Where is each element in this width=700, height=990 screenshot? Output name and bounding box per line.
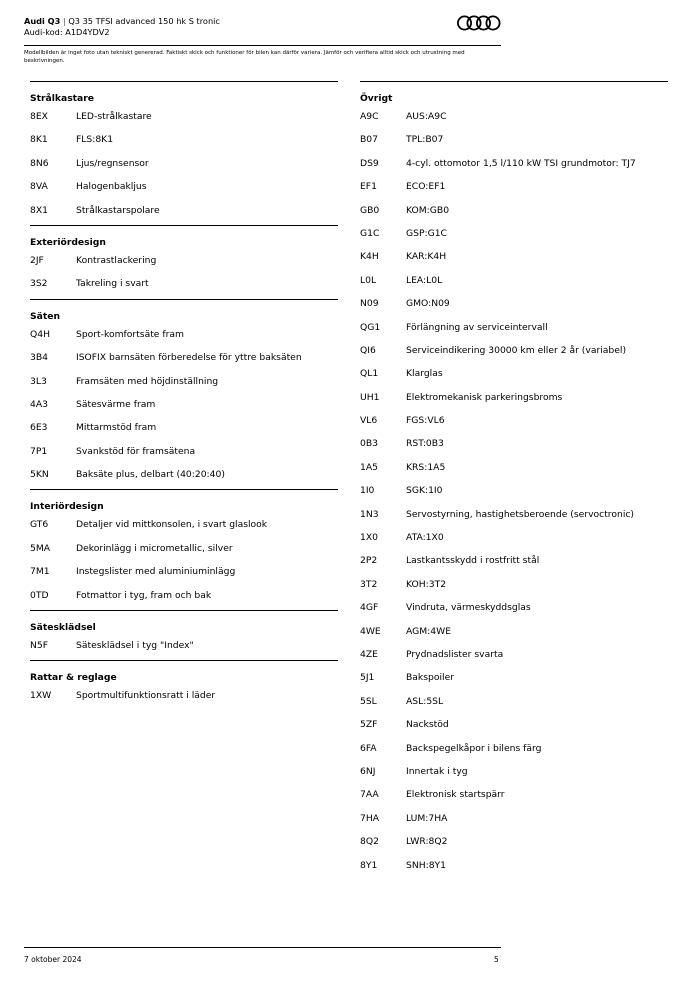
title-separator: | [60,16,69,26]
equipment-code: N5F [30,640,49,652]
equipment-row [360,599,668,622]
equipment-row [360,810,668,833]
equipment-code: 3T2 [360,578,378,590]
equipment-code: 0TD [30,589,49,601]
equipment-code: 8N6 [30,157,49,169]
vehicle-title [24,16,504,27]
equipment-description: Ljus/regnsensor [76,157,149,169]
equipment-description: TPL:B07 [406,134,444,146]
equipment-code: A9C [360,111,379,122]
equipment-description: Sport-komfortsäte fram [76,328,184,340]
equipment-row [30,178,338,201]
section-title: Säten [30,310,60,322]
equipment-row [360,248,668,271]
equipment-code: QG1 [360,321,381,333]
equipment-row [30,540,338,563]
equipment-description: Takreling i svart [76,278,149,290]
equipment-description: 4-cyl. ottomotor 1,5 l/110 kW TSI grundmotor: TJ7 [406,157,636,169]
equipment-row [360,295,668,318]
left-column [30,81,338,711]
equipment-code: 3S2 [30,278,48,290]
equipment-description: Dekorinlägg i micrometallic, silver [76,542,233,554]
equipment-row [360,857,668,880]
section-title: Övrigt [360,93,393,104]
page-header [24,16,504,38]
equipment-code: 1I0 [360,485,375,497]
section-title: Exteriördesign [30,236,106,248]
equipment-row [360,435,668,458]
equipment-description: SNH:8Y1 [406,859,447,871]
equipment-description: Prydnadslister svarta [406,648,504,660]
equipment-description: Servostyrning, hastighetsberoende (servoctronic) [406,508,635,520]
equipment-code: 3B4 [30,352,48,364]
equipment-code: 4WE [360,625,381,637]
equipment-description: Sätesvärme fram [76,398,156,410]
equipment-description: GMO:N09 [406,298,450,310]
equipment-row [30,373,338,396]
section-title: Strålkastare [30,93,95,104]
equipment-code: 5MA [30,542,51,554]
equipment-row [30,587,338,610]
equipment-code: 5KN [30,469,49,481]
equipment-row [360,552,668,575]
equipment-row [30,396,338,419]
equipment-code: 7HA [360,812,380,824]
equipment-row [360,482,668,505]
equipment-code: 8X1 [30,204,48,216]
equipment-description: Nackstöd [406,719,449,731]
equipment-description: LWR:8Q2 [406,836,448,848]
equipment-code: 5J1 [360,672,375,684]
equipment-row [360,108,668,131]
equipment-description: KOH:3T2 [406,578,447,590]
equipment-row [30,466,338,489]
equipment-code: 4ZE [360,648,378,660]
equipment-row [360,365,668,388]
model-variant: Q3 35 TFSI advanced 150 hk S tronic [68,16,220,26]
equipment-description: Elektromekanisk parkeringsbroms [406,391,563,403]
equipment-code: 8Q2 [360,836,379,848]
equipment-row [360,740,668,763]
equipment-description: ATA:1X0 [406,532,444,544]
equipment-row [360,131,668,154]
equipment-code: 8VA [30,181,48,193]
equipment-row [360,155,668,178]
equipment-description: LEA:L0L [406,274,443,286]
equipment-section [30,225,338,299]
equipment-code: 6E3 [30,422,48,434]
equipment-code: GB0 [360,204,380,216]
equipment-code: 8Y1 [360,859,378,871]
equipment-row [30,326,338,349]
equipment-row [30,349,338,372]
equipment-row [360,576,668,599]
equipment-code: 7AA [360,789,379,801]
equipment-code: G1C [360,227,380,239]
section-title: Rattar & reglage [30,672,117,684]
equipment-row [30,252,338,275]
equipment-code: 1N3 [360,508,379,520]
equipment-row [30,202,338,225]
equipment-description: Halogenbakljus [76,181,147,193]
equipment-row [360,646,668,669]
equipment-code: QL1 [360,368,379,380]
equipment-row [30,155,338,178]
equipment-code: 5SL [360,695,377,707]
equipment-row [360,669,668,692]
audi-code: Audi-kod: A1D4YDV2 [24,27,110,37]
equipment-row [360,786,668,809]
equipment-section [30,81,338,225]
equipment-description: KOM:GB0 [406,204,450,216]
equipment-description: Sportmultifunktionsratt i läder [76,690,216,702]
equipment-row [30,516,338,539]
equipment-code: 4GF [360,602,379,614]
equipment-section [30,299,338,490]
equipment-row [360,833,668,856]
footer-divider [24,947,501,948]
equipment-row [30,131,338,154]
equipment-row [30,687,338,710]
equipment-description: FLS:8K1 [76,134,114,146]
equipment-row [360,693,668,716]
equipment-row [30,275,338,298]
equipment-description: LED-strålkastare [76,111,152,122]
equipment-row [360,459,668,482]
equipment-description: Lastkantsskydd i rostfritt stål [406,555,540,567]
equipment-description: Strålkastarspolare [76,204,160,216]
equipment-row [30,637,338,660]
equipment-row [360,202,668,225]
model-name: Audi Q3 [24,16,61,26]
equipment-row [30,563,338,586]
equipment-row [360,506,668,529]
equipment-row [360,389,668,412]
equipment-row [360,319,668,342]
equipment-description: GSP:G1C [406,227,447,239]
equipment-description: Detaljer vid mittkonsolen, i svart glaslook [76,519,268,531]
equipment-row [360,716,668,739]
equipment-description: RST:0B3 [406,438,444,450]
equipment-row [30,443,338,466]
equipment-description: SGK:1I0 [406,485,443,497]
equipment-description: Serviceindikering 30000 km eller 2 år (variabel) [406,344,627,356]
equipment-row [360,412,668,435]
equipment-code: 2JF [30,254,44,266]
equipment-code: 4A3 [30,398,48,410]
equipment-code: 3L3 [30,375,47,387]
equipment-code: 1A5 [360,461,378,473]
equipment-code: K4H [360,251,379,263]
equipment-description: Förlängning av serviceintervall [406,321,548,333]
equipment-row [360,623,668,646]
equipment-row [360,272,668,295]
header-divider [24,45,501,46]
equipment-code: Q4H [30,328,50,340]
equipment-code: N09 [360,298,379,310]
equipment-description: Kontrastlackering [76,254,157,266]
equipment-description: Baksäte plus, delbart (40:20:40) [76,469,225,481]
equipment-description: FGS:VL6 [406,415,445,427]
equipment-code: L0L [360,274,377,286]
equipment-description: Instegslister med aluminiuminlägg [76,566,236,578]
equipment-code: 1XW [30,690,52,702]
disclaimer-text: Modellbilden är inget foto utan tekniskt genererad. Faktiskt skick och funktioner för bilen kan därför variera. Jämför och verifiera alltid skick och utrustning med beskrivningen. [24,50,465,64]
equipment-row [30,108,338,131]
equipment-description: KAR:K4H [406,251,447,263]
equipment-section [30,610,338,660]
equipment-description: Svankstöd för framsätena [76,445,196,457]
equipment-code: VL6 [360,415,378,427]
equipment-description: ECO:EF1 [406,181,446,193]
equipment-description: LUM:7HA [406,812,448,824]
equipment-description: AUS:A9C [406,111,447,122]
equipment-description: Klarglas [406,368,443,380]
audi-rings-icon [456,14,502,32]
equipment-code: 2P2 [360,555,378,567]
right-column [360,81,668,880]
equipment-code: 6NJ [360,765,376,777]
equipment-code: EF1 [360,181,377,193]
equipment-code: UH1 [360,391,380,403]
equipment-row [360,342,668,365]
equipment-description: Sätesklädsel i tyg "Index" [76,640,194,652]
equipment-row [360,529,668,552]
equipment-code: 0B3 [360,438,378,450]
equipment-description: Vindruta, värmeskyddsglas [406,602,531,614]
equipment-code: 1X0 [360,532,378,544]
equipment-code: 5ZF [360,719,378,731]
equipment-description: Bakspoiler [406,672,455,684]
equipment-description: Fotmattor i tyg, fram och bak [76,589,212,601]
equipment-row [360,178,668,201]
equipment-description: AGM:4WE [406,625,451,637]
equipment-code: 7P1 [30,445,48,457]
equipment-section [30,489,338,610]
equipment-description: Mittarmstöd fram [76,422,157,434]
section-title: Sätesklädsel [30,622,96,634]
equipment-code: 8EX [30,111,48,122]
equipment-section [360,81,668,880]
equipment-description: Elektronisk startspärr [406,789,505,801]
equipment-code: 7M1 [30,566,50,578]
equipment-code: GT6 [30,519,49,531]
equipment-description: ASL:5SL [406,695,444,707]
equipment-code: 8K1 [30,134,48,146]
equipment-description: KRS:1A5 [406,461,446,473]
equipment-row [360,763,668,786]
equipment-row [360,225,668,248]
equipment-code: 6FA [360,742,377,754]
equipment-section [30,660,338,710]
equipment-code: QI6 [360,344,376,356]
page-number: 5 [494,955,499,964]
equipment-code: B07 [360,134,378,146]
equipment-description: Backspegelkåpor i bilens färg [406,742,542,754]
section-title: Interiördesign [30,501,104,513]
equipment-row [30,419,338,442]
equipment-description: Innertak i tyg [406,765,468,777]
equipment-code: DS9 [360,157,379,169]
equipment-description: ISOFIX barnsäten förberedelse för yttre baksäten [76,352,302,364]
footer-date: 7 oktober 2024 [24,955,82,964]
equipment-description: Framsäten med höjdinställning [76,375,219,387]
